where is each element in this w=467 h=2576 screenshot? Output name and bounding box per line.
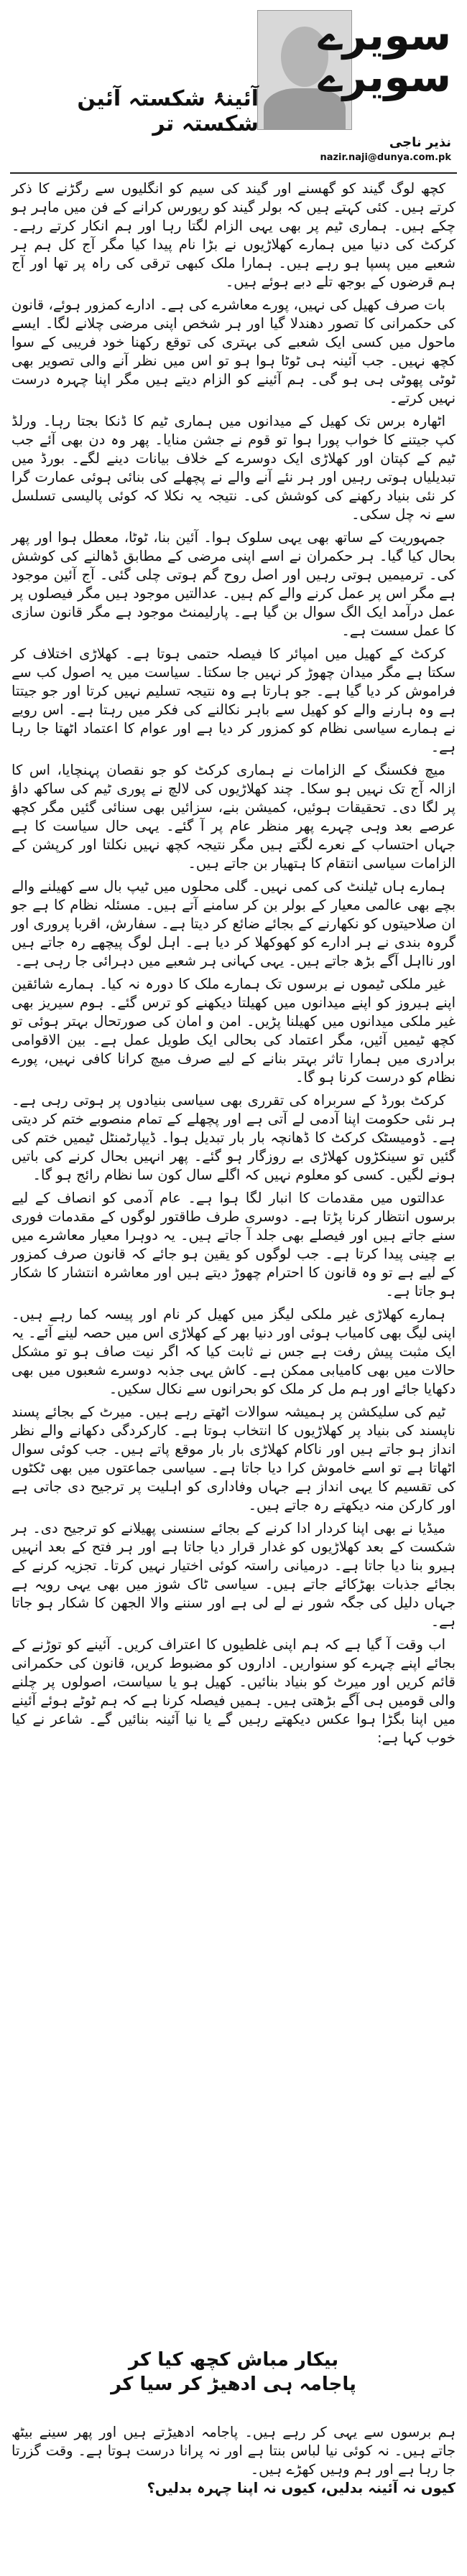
article-body: [11, 179, 456, 1752]
article-paragraph: کرکٹ بورڈ کے سربراہ کی تقرری بھی سیاسی بنیادوں پر ہوتی رہی ہے۔ ہر نئی حکومت اپنا آدمی لے آتی ہے اور پچھلے کے تمام منصوبے ختم کر دیتی ہے۔ ڈومیسٹک کرکٹ کا ڈھانچہ بار بار تبدیل ہوا۔ ڈیپارٹمنٹل ٹیمیں ختم کی گئیں تو سینکڑوں کھلاڑی بے روزگار ہو گئے۔ پھر انہیں بحال کرنے کی باتیں ہونے لگیں۔ کسی کو معلوم نہیں کہ اگلے سال کون سا نظام رائج ہو گا۔: [11, 1092, 456, 1183]
column-masthead: [272, 10, 451, 132]
poem-line: بیکار مباش کچھ کیا کر: [128, 2349, 339, 2371]
article-paragraph: میڈیا نے بھی اپنا کردار ادا کرنے کے بجائے سنسنی پھیلانے کو ترجیح دی۔ ہر شکست کے بعد کھلاڑیوں کو غدار قرار دیا جاتا ہے اور ہر فتح کے بعد انہیں ہیرو بنا دیا جاتا ہے۔ درمیانی راستہ کوئی اختیار نہیں کرتا۔ تجزیہ کرنے کے بجائے جذبات بھڑکائے جاتے ہیں۔ سیاسی ٹاک شوز میں بھی یہی رویہ ہے جہاں دلیل کی جگہ شور نے لے لی ہے اور سننے والا الجھن کا شکار ہو جاتا ہے۔: [11, 1520, 456, 1630]
article-paragraph: اٹھارہ برس تک کھیل کے میدانوں میں ہماری ٹیم کا ڈنکا بجتا رہا۔ ورلڈ کپ جیتنے کا خواب پورا ہوا تو قوم نے جشن منایا۔ پھر وہ دن بھی آئے جب ٹیم کے کپتان اور کھلاڑی ایک دوسرے کے خلاف بیانات دینے لگے۔ بورڈ میں تبدیلیاں ہوتی رہیں اور ہر نئے آنے والے نے پچھلے کی بنائی ہوئی عمارت گرا کر نئی بنیاد رکھنے کی کوشش کی۔ نتیجہ یہ نکلا کہ کوئی پالیسی تسلسل سے نہ چل سکی۔: [11, 413, 456, 523]
author-email[interactable]: nazir.naji@dunya.com.pk: [320, 152, 451, 163]
closing-section: [11, 2423, 456, 2498]
column-header: [0, 0, 467, 172]
article-paragraph: غیر ملکی ٹیموں نے برسوں تک ہمارے ملک کا دورہ نہ کیا۔ ہمارے شائقین اپنے ہیروز کو اپنے میدانوں میں کھیلتا دیکھنے کو ترس گئے۔ ہوم سیریز بھی غیر ملکی میدانوں میں کھیلنا پڑیں۔ امن و امان کی صورتحال بہتر ہوئی تو کچھ ٹیمیں آئیں، مگر اعتماد کی بحالی ایک طویل عمل ہے۔ بین الاقوامی برادری میں ہمارا تاثر بہتر بنانے کے لیے صرف میچ کرانا کافی نہیں، پورے نظام کو درست کرنا ہو گا۔: [11, 976, 456, 1086]
column-logo: سویرے سویرے: [318, 11, 451, 101]
header-divider: [10, 172, 457, 174]
article-paragraph: ہمارے ہاں ٹیلنٹ کی کمی نہیں۔ گلی محلوں میں ٹیپ بال سے کھیلنے والے بچے بھی عالمی معیار کے بولر بن کر سامنے آتے ہیں۔ مسئلہ نظام کا ہے جو ان صلاحیتوں کو نکھارنے کے بجائے ضائع کر دیتا ہے۔ سفارش، اقربا پروری اور گروہ بندی نے ہر ادارے کو کھوکھلا کر دیا ہے۔ اہل لوگ پیچھے رہ جاتے ہیں اور نااہل آگے بڑھ جاتے ہیں۔ یہی کہانی ہر شعبے میں دہرائی جا رہی ہے۔: [11, 878, 456, 969]
column-title: آئینۂ شکستہ آئین شکستہ تر: [77, 86, 259, 136]
article-paragraph: عدالتوں میں مقدمات کا انبار لگا ہوا ہے۔ عام آدمی کو انصاف کے لیے برسوں انتظار کرنا پڑتا ہے۔ دوسری طرف طاقتور لوگوں کے مقدمات فوری سنے جاتے ہیں اور فیصلے بھی جلد آ جاتے ہیں۔ یہ دوہرا معیار معاشرے میں بے چینی پیدا کرتا ہے۔ جب لوگوں کو یقین ہو جائے کہ قانون صرف کمزور کے لیے ہے تو وہ قانون کا احترام چھوڑ دیتے ہیں اور معاشرہ انتشار کا شکار ہو جاتا ہے۔: [11, 1190, 456, 1299]
author-name: نذیر ناجی: [389, 135, 451, 150]
article-paragraph: کرکٹ کے کھیل میں امپائر کا فیصلہ حتمی ہوتا ہے۔ کھلاڑی اختلاف کر سکتا ہے مگر میدان چھوڑ کر نہیں جا سکتا۔ سیاست میں یہ اصول کب سے فراموش کر دیا گیا ہے۔ جو ہارتا ہے وہ نتیجہ تسلیم نہیں کرتا اور جو جیتتا ہے وہ ہارنے والے کو کھیل سے باہر نکالنے کی فکر میں رہتا ہے۔ اس رویے نے ہمارے سیاسی نظام کو کمزور کر دیا ہے اور عوام کا اعتماد اٹھتا جا رہا ہے۔: [11, 645, 456, 755]
article-paragraph: اب وقت آ گیا ہے کہ ہم اپنی غلطیوں کا اعتراف کریں۔ آئینے کو توڑنے کے بجائے اپنے چہرے کو سنواریں۔ اداروں کو مضبوط کریں، قانون کی حکمرانی قائم کریں اور میرٹ کو بنیاد بنائیں۔ کھیل ہو یا سیاست، اصولوں پر چلنے والی قومیں ہی آگے بڑھتی ہیں۔ ہمیں فیصلہ کرنا ہے کہ ہم ٹوٹے ہوئے آئینے میں اپنا بگڑا ہوا عکس دیکھتے رہیں گے یا نیا آئینہ بنائیں گے۔ شاعر نے کیا خوب کہا ہے:: [11, 1636, 456, 1746]
article-paragraph: جمہوریت کے ساتھ بھی یہی سلوک ہوا۔ آئین بنا، ٹوٹا، معطل ہوا اور پھر بحال کیا گیا۔ ہر حکمران نے اسے اپنی مرضی کے مطابق ڈھالنے کی کوشش کی۔ ترمیمیں ہوتی رہیں اور اصل روح گم ہوتی چلی گئی۔ آج آئین موجود ہے مگر اس پر عمل کرنے والے کم ہیں۔ عدالتیں موجود ہیں مگر فیصلوں پر عمل درآمد ایک الگ سوال بن گیا ہے۔ پارلیمنٹ موجود ہے مگر قانون سازی کا عمل سست ہے۔: [11, 529, 456, 639]
article-paragraph: ٹیم کی سلیکشن پر ہمیشہ سوالات اٹھتے رہے ہیں۔ میرٹ کے بجائے پسند ناپسند کی بنیاد پر کھلاڑیوں کا انتخاب ہوتا ہے۔ کارکردگی دکھانے والے نظر انداز ہو جاتے ہیں اور ناکام کھلاڑی بار بار موقع پاتے ہیں۔ جب کوئی سوال اٹھاتا ہے تو اسے خاموش کرا دیا جاتا ہے۔ سیاسی جماعتوں میں بھی ٹکٹوں کی تقسیم کا یہی انداز ہے جہاں وفاداری کو اہلیت پر ترجیح دی جاتی ہے اور کارکن منہ دیکھتے رہ جاتے ہیں۔: [11, 1404, 456, 1513]
article-paragraph: بات صرف کھیل کی نہیں، پورے معاشرے کی ہے۔ ادارے کمزور ہوئے، قانون کی حکمرانی کا تصور دھندلا گیا اور ہر شخص اپنی مرضی چلانے لگا۔ ایسے ماحول میں کسی ایک شعبے کی بہتری کی توقع رکھنا خود فریبی کے سوا کچھ نہیں۔ جب آئینہ ہی ٹوٹا ہوا ہو تو اس میں نظر آنے والی تصویر بھی ٹوٹی پھوٹی ہی ہو گی۔ ہم آئینے کو الزام دیتے ہیں مگر اپنا چہرہ درست نہیں کرتے۔: [11, 297, 456, 406]
closing-paragraph: ہم برسوں سے یہی کر رہے ہیں۔ پاجامہ ادھیڑتے ہیں اور پھر سینے بیٹھ جاتے ہیں۔ نہ کوئی نیا لباس بنتا ہے اور نہ پرانا درست ہوتا ہے۔ وقت گزرتا جا رہا ہے اور ہم وہیں کھڑے ہیں۔: [11, 2424, 456, 2478]
closing-question: کیوں نہ آئینہ بدلیں، کیوں نہ اپنا چہرہ بدلیں؟: [147, 2480, 456, 2496]
poem-couplet: [0, 2346, 467, 2398]
article-paragraph: میچ فکسنگ کے الزامات نے ہماری کرکٹ کو جو نقصان پہنچایا، اس کا ازالہ آج تک نہیں ہو سکا۔ چند کھلاڑیوں کی لالچ نے پوری ٹیم کی ساکھ داؤ پر لگا دی۔ تحقیقات ہوئیں، کمیشن بنے، سزائیں بھی سنائی گئیں مگر کچھ عرصے بعد وہی چہرے پھر منظر عام پر آ گئے۔ یہی حال سیاست کا ہے جہاں احتساب کے نعرے لگتے ہیں مگر نتیجہ کچھ نہیں نکلتا اور کرپشن کے الزامات سیاسی انتقام کا ہتھیار بن جاتے ہیں۔: [11, 762, 456, 872]
poem-line: پاجامہ ہی ادھیڑ کر سیا کر: [111, 2374, 356, 2395]
article-paragraph: ہمارے کھلاڑی غیر ملکی لیگز میں کھیل کر نام اور پیسہ کما رہے ہیں۔ اپنی لیگ بھی کامیاب ہوئی اور دنیا بھر کے کھلاڑی اس میں حصہ لینے آئے۔ یہ ایک مثبت پیش رفت ہے جس نے ثابت کیا کہ اگر نیت صاف ہو تو مشکل حالات میں بھی کامیابی ممکن ہے۔ کاش یہی جذبہ دوسرے شعبوں میں بھی دکھایا جائے اور ہم مل کر ملک کو بحرانوں سے نکال سکیں۔: [11, 1306, 456, 1397]
article-paragraph: کچھ لوگ گیند کو گھسنے اور گیند کی سیم کو انگلیوں سے رگڑنے کا ذکر کرتے ہیں۔ کئی کہتے ہیں کہ بولر گیند کو ریورس کرانے کے فن میں ماہر ہو چکے ہیں۔ ہماری ٹیم پر بھی یہی الزام لگتا رہا اور ہم انکار کرتے رہے۔ کرکٹ کی دنیا میں ہمارے کھلاڑیوں نے بڑا نام پیدا کیا مگر آج کل ہم ہر شعبے میں پسپا ہو رہے ہیں۔ ہمارا ملک کبھی ترقی کی راہ پر تھا اور آج ہم قرضوں کے بوجھ تلے دبے ہوئے ہیں۔: [11, 180, 456, 290]
